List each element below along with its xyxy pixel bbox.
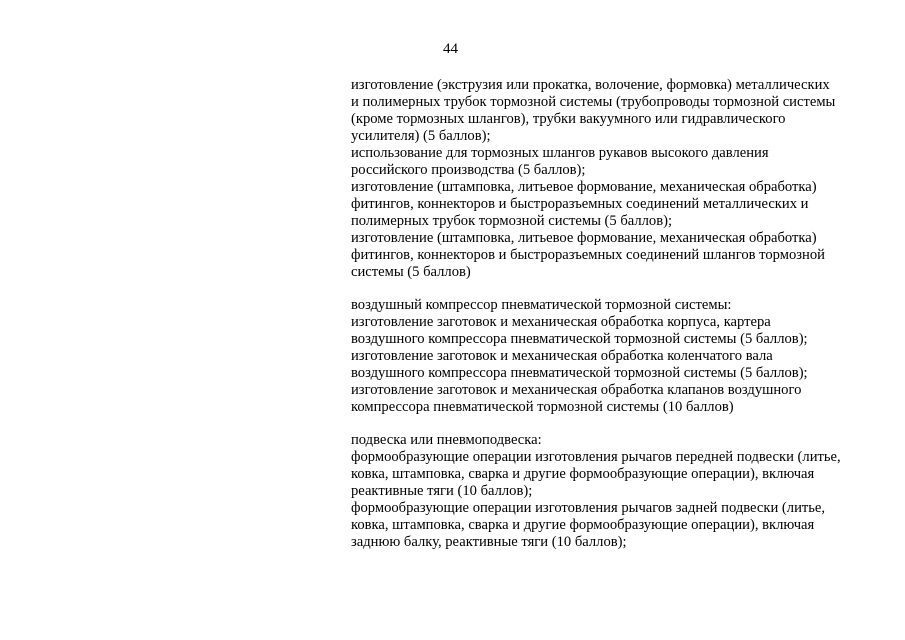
- text-line: изготовление (экструзия или прокатка, волочение, формовка) металлических: [351, 77, 830, 93]
- text-line: полимерных трубок тормозной системы (5 баллов);: [351, 213, 673, 229]
- text-line: изготовление заготовок и механическая обработка корпуса, картера: [351, 314, 771, 330]
- page-number: 44: [443, 41, 458, 57]
- text-line: заднюю балку, реактивные тяги (10 баллов);: [351, 534, 627, 550]
- paragraph-air-compressor: [351, 297, 871, 416]
- text-line: компрессора пневматической тормозной системы (10 баллов): [351, 399, 734, 415]
- text-line: фитингов, коннекторов и быстроразъемных соединений шлангов тормозной: [351, 247, 825, 263]
- section-heading: воздушный компрессор пневматической тормозной системы:: [351, 297, 732, 313]
- text-line: реактивные тяги (10 баллов);: [351, 483, 533, 499]
- text-line: системы (5 баллов): [351, 264, 471, 280]
- text-line: воздушного компрессора пневматической тормозной системы (5 баллов);: [351, 331, 808, 347]
- text-line: ковка, штамповка, сварка и другие формообразующие операции), включая: [351, 466, 815, 482]
- paragraph-suspension: [351, 432, 871, 551]
- text-line: усилителя) (5 баллов);: [351, 128, 491, 144]
- document-body: [351, 77, 871, 551]
- text-line: и полимерных трубок тормозной системы (трубопроводы тормозной системы: [351, 94, 836, 110]
- text-line: воздушного компрессора пневматической тормозной системы (5 баллов);: [351, 365, 808, 381]
- paragraph-brake-lines: [351, 77, 871, 281]
- text-line: изготовление (штамповка, литьевое формование, механическая обработка): [351, 179, 817, 195]
- text-line: фитингов, коннекторов и быстроразъемных соединений металлических и: [351, 196, 809, 212]
- text-line: формообразующие операции изготовления рычагов задней подвески (литье,: [351, 500, 826, 516]
- text-line: (кроме тормозных шлангов), трубки вакуумного или гидравлического: [351, 111, 786, 127]
- text-line: российского производства (5 баллов);: [351, 162, 586, 178]
- text-line: использование для тормозных шлангов рукавов высокого давления: [351, 145, 769, 161]
- text-line: изготовление заготовок и механическая обработка коленчатого вала: [351, 348, 773, 364]
- text-line: формообразующие операции изготовления рычагов передней подвески (литье,: [351, 449, 841, 465]
- text-line: изготовление заготовок и механическая обработка клапанов воздушного: [351, 382, 802, 398]
- section-heading: подвеска или пневмоподвеска:: [351, 432, 542, 448]
- text-line: изготовление (штамповка, литьевое формование, механическая обработка): [351, 230, 817, 246]
- text-line: ковка, штамповка, сварка и другие формообразующие операции), включая: [351, 517, 815, 533]
